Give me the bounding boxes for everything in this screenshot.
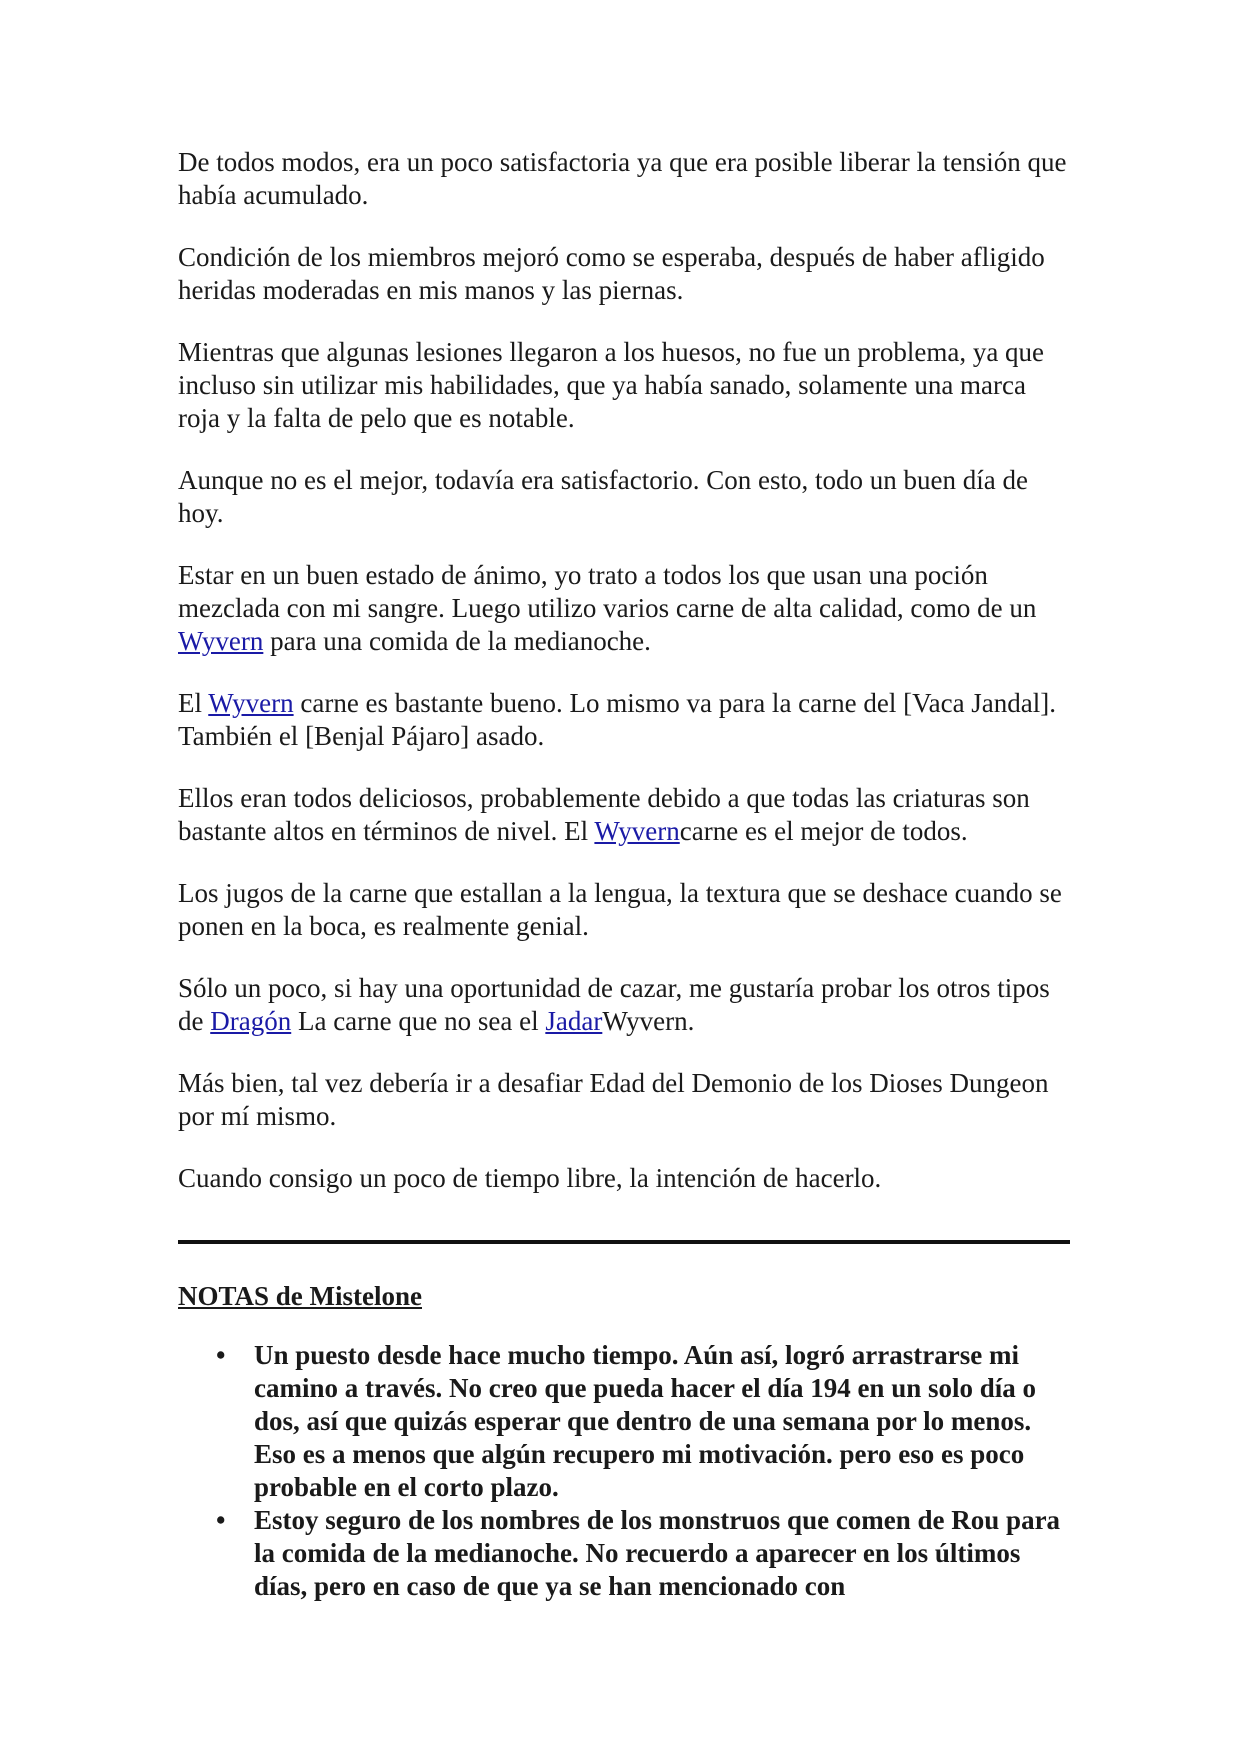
note-text: Un puesto desde hace mucho tiempo. Aún así, logró arrastrarse mi camino a través. No creo que pueda hacer el día 194 en un solo día o dos, así que quizás esperar que dentro de una semana por lo menos. Eso es a menos que algún recupero mi motivación. pero eso es poco probable en el corto plazo. [254,1340,1037,1502]
paragraph-text: La carne que no sea el [291,1006,546,1036]
paragraph-text: Ellos eran todos deliciosos, probablemente debido a que todas las criaturas son bastante altos en términos de nivel. El [178,783,1030,846]
note-item [178,1504,1070,1603]
wiki-link[interactable]: Wyvern [208,688,294,718]
paragraph-text: carne es bastante bueno. Lo mismo va para la carne del [Vaca Jandal]. También el [Benjal Pájaro] asado. [178,688,1057,751]
wiki-link[interactable]: Wyvern [594,816,680,846]
paragraph [178,972,1070,1038]
paragraph [178,559,1070,658]
paragraph [178,336,1070,435]
wiki-link[interactable]: Wyvern [178,626,264,656]
bullet-icon: • [216,1340,226,1370]
paragraph-text: Los jugos de la carne que estallan a la lengua, la textura que se deshace cuando se ponen en la boca, es realmente genial. [178,878,1062,941]
paragraph-text: para una comida de la medianoche. [263,626,651,656]
paragraph-text: Estar en un buen estado de ánimo, yo trato a todos los que usan una poción mezclada con mi sangre. Luego utilizo varios carne de alta calidad, como de un [178,560,1037,623]
notes-title: NOTAS de Mistelone [178,1281,422,1311]
wiki-link[interactable]: Dragón [210,1006,292,1036]
body-text [178,146,1070,1195]
paragraph-text: De todos modos, era un poco satisfactoria ya que era posible liberar la tensión que había acumulado. [178,147,1067,210]
note-item [178,1339,1070,1504]
paragraph-text: Más bien, tal vez debería ir a desafiar Edad del Demonio de los Dioses Dungeon por mí mismo. [178,1068,1049,1131]
notes-list [178,1339,1070,1603]
bullet-icon: • [216,1505,226,1535]
paragraph [178,687,1070,753]
paragraph-text: Cuando consigo un poco de tiempo libre, la intención de hacerlo. [178,1163,882,1193]
paragraph-text: Wyvern. [602,1006,695,1036]
paragraph [178,464,1070,530]
paragraph-text: Condición de los miembros mejoró como se esperaba, después de haber afligido heridas moderadas en mis manos y las piernas. [178,242,1045,305]
paragraph-text: Mientras que algunas lesiones llegaron a los huesos, no fue un problema, ya que incluso sin utilizar mis habilidades, que ya había sanado, solamente una marca roja y la falta de pelo que es notable. [178,337,1045,433]
paragraph-text: Aunque no es el mejor, todavía era satisfactorio. Con esto, todo un buen día de hoy. [178,465,1028,528]
paragraph [178,782,1070,848]
section-divider [178,1240,1070,1244]
note-text: Estoy seguro de los nombres de los monstruos que comen de Rou para la comida de la medianoche. No recuerdo a aparecer en los últimos días, pero en caso de que ya se han mencionado con [254,1505,1061,1601]
paragraph [178,146,1070,212]
paragraph [178,241,1070,307]
paragraph-text: Sólo un poco, si hay una oportunidad de cazar, me gustaría probar los otros tipos de [178,973,1050,1036]
paragraph [178,1162,1070,1195]
paragraph [178,877,1070,943]
wiki-link[interactable]: Jadar [545,1006,603,1036]
paragraph-text: El [178,688,209,718]
paragraph [178,1067,1070,1133]
document-page [178,146,1070,1603]
paragraph-text: carne es el mejor de todos. [679,816,968,846]
